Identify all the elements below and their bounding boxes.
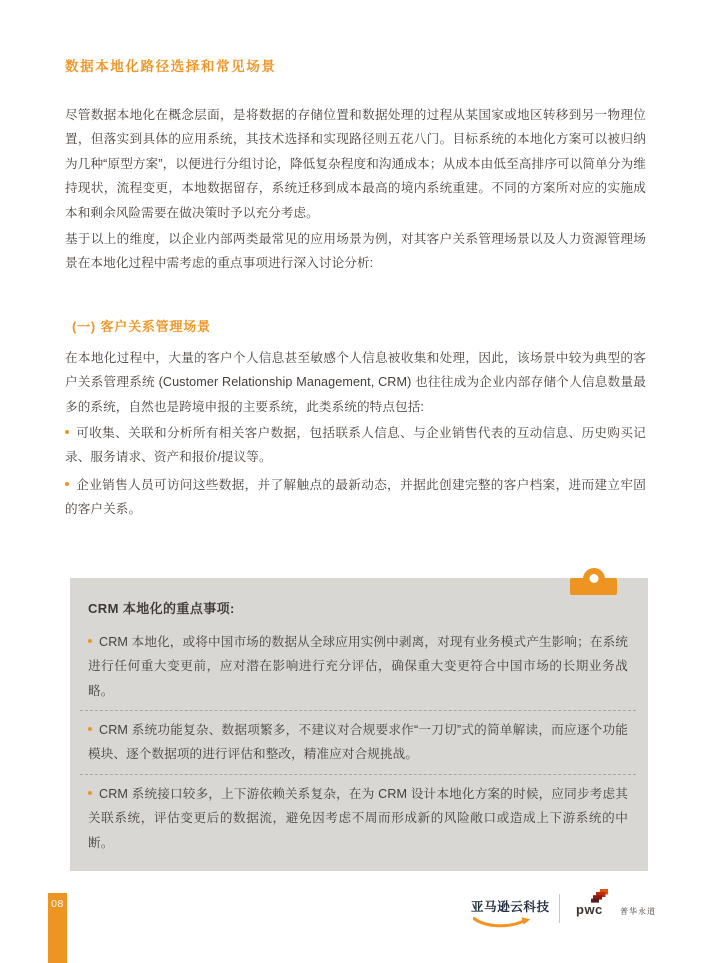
paragraph-2: 基于以上的维度，以企业内部两类最常见的应用场景为例，对其客户关系管理场景以及人力资源管理场景在本地化过程中需考虑的重点事项进行深入讨论分析: bbox=[65, 232, 646, 271]
highlight-item-text: CRM 系统接口较多，上下游依赖关系复杂，在为 CRM 设计本地化方案的时候，应同步考虑其关联系统，评估变更后的数据流，避免因考虑不周而形成新的风险敞口或造成上下游系统的中断。 bbox=[88, 786, 628, 850]
camera-icon bbox=[570, 568, 617, 595]
highlight-item bbox=[88, 718, 628, 767]
pwc-logo bbox=[576, 889, 608, 917]
bullet-dot-icon bbox=[88, 727, 92, 731]
page-number-bar bbox=[48, 893, 67, 963]
bullet-dot-icon bbox=[65, 482, 69, 486]
bullet-dot-icon bbox=[65, 430, 69, 434]
highlight-item bbox=[88, 630, 628, 703]
pwc-cn-label: 普华永道 bbox=[620, 907, 656, 916]
aws-logo-text: 亚马逊云科技 bbox=[471, 900, 550, 914]
amazon-smile-icon bbox=[473, 917, 531, 929]
highlight-box bbox=[70, 578, 648, 871]
page-title: 数据本地化路径选择和常见场景 bbox=[65, 59, 277, 74]
dashed-divider bbox=[80, 710, 636, 711]
highlight-item-text: CRM 本地化，或将中国市场的数据从全球应用实例中剥离，对现有业务模式产生影响；在系统进行任何重大变更前，应对潜在影响进行充分评估，确保重大变更符合中国市场的长期业务战略。 bbox=[88, 634, 628, 698]
bullet-item bbox=[65, 421, 646, 470]
camera-icon-lens bbox=[589, 574, 598, 583]
content-area bbox=[65, 57, 646, 871]
pwc-logo-text: pwc bbox=[576, 902, 603, 917]
bullet-text: 可收集、关联和分析所有相关客户数据，包括联系人信息、与企业销售代表的互动信息、历史购买记录、服务请求、资产和报价/提议等。 bbox=[65, 426, 646, 465]
aws-logo bbox=[471, 897, 561, 929]
pwc-mark-icon bbox=[591, 889, 608, 903]
bullet-dot-icon bbox=[88, 639, 92, 643]
highlight-box-title: CRM 本地化的重点事项: bbox=[88, 600, 235, 616]
dashed-divider bbox=[80, 774, 636, 775]
highlight-item bbox=[88, 782, 628, 855]
paragraph-3: 在本地化过程中，大量的客户个人信息甚至敏感个人信息被收集和处理，因此，该场景中较为典型的客户关系管理系统 (Customer Relationship Management, CRM) 也往往成为企业内部存储个人信息数量最多的系统，自然也是跨境申报的主要系统，此类系统的特点包括: bbox=[65, 350, 646, 414]
bullet-item bbox=[65, 473, 646, 522]
highlight-item-text: CRM 系统功能复杂、数据项繁多，不建议对合规要求作“一刀切”式的简单解读，而应逐个功能模块、逐个数据项的进行评估和整改，精准应对合规挑战。 bbox=[88, 722, 628, 762]
bullet-text: 企业销售人员可访问这些数据，并了解触点的最新动态，并据此创建完整的客户档案，进而建立牢固的客户关系。 bbox=[65, 477, 646, 517]
logo-divider bbox=[559, 894, 560, 923]
section-heading: (一) 客户关系管理场景 bbox=[72, 318, 211, 334]
paragraph-1: 尽管数据本地化在概念层面，是将数据的存储位置和数据处理的过程从某国家或地区转移到另一物理位置，但落实到具体的应用系统，其技术选择和实现路径则五花八门。目标系统的本地化方案可以被归纳为几种“原型方案”，以便进行分组讨论，降低复杂程度和沟通成本；从成本由低至高排序可以简单分为维持现状，流程变更，本地数据留存，系统迁移到成本最高的境内系统重建。不同的方案所对应的实施成本和剩余风险需要在做决策时予以充分考虑。 bbox=[65, 108, 646, 220]
page-number: 08 bbox=[51, 898, 64, 910]
bullet-dot-icon bbox=[88, 791, 92, 795]
